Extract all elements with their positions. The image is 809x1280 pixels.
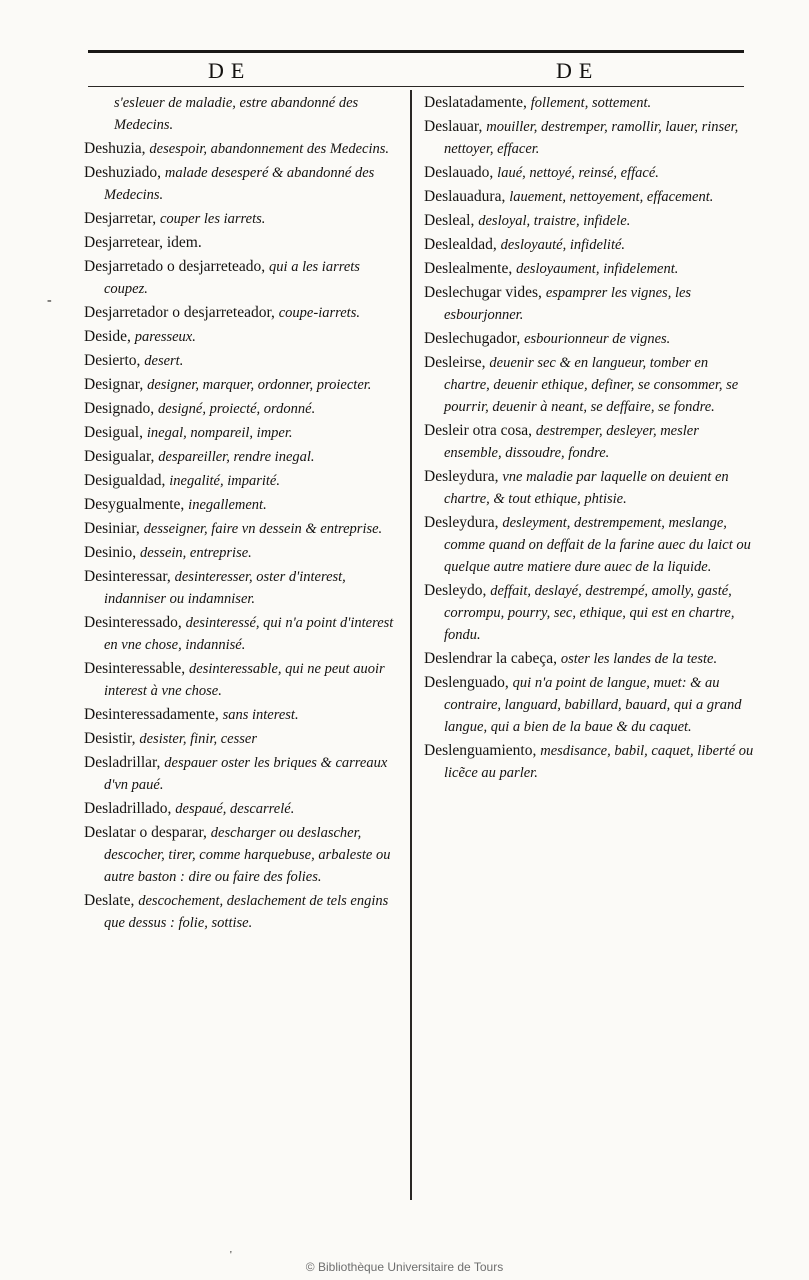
entry-definition: mouiller, destremper, ramollir, lauer, rinser, nettoyer, effacer. <box>444 119 739 157</box>
entry-definition: designé, proiecté, ordonné. <box>158 401 316 417</box>
dictionary-entry <box>84 138 402 160</box>
entry-definition: despauer oster les briques & carreaux d'vn paué. <box>104 755 388 793</box>
entry-headword: Deslauadura, <box>424 188 506 205</box>
entry-headword: Desladrillar, <box>84 754 161 771</box>
entry-definition: desseigner, faire vn dessein & entreprise. <box>143 521 383 537</box>
margin-mark: - <box>47 293 52 308</box>
dictionary-entry <box>424 740 754 784</box>
dictionary-entry <box>424 580 754 646</box>
entry-definition: despaué, descarrelé. <box>175 801 295 817</box>
entry-definition: destremper, desleyer, mesler ensemble, dissoudre, fondre. <box>444 423 699 461</box>
entry-headword: Desjarretador o desjarreteador, <box>84 304 275 321</box>
entry-headword: Desierto, <box>84 352 141 369</box>
entry-headword: Deslealmente, <box>424 260 513 277</box>
entry-headword: Desinio, <box>84 544 137 561</box>
dictionary-entry <box>84 232 402 254</box>
dictionary-entry <box>424 648 754 670</box>
entry-headword: Deslenguamiento, <box>424 742 537 759</box>
dictionary-entry <box>424 328 754 350</box>
entry-definition: paresseux. <box>134 329 196 345</box>
dictionary-entry <box>84 752 402 796</box>
entry-definition: dessein, entreprise. <box>139 545 252 561</box>
left-column <box>84 92 402 936</box>
entry-definition: inegallement. <box>188 497 267 513</box>
dictionary-entry <box>424 512 754 578</box>
entry-definition: inegal, nompareil, imper. <box>146 425 293 441</box>
dictionary-entry <box>84 350 402 372</box>
dictionary-entry <box>84 162 402 206</box>
entry-definition: coupe-iarrets. <box>278 305 360 321</box>
column-divider <box>410 90 412 1200</box>
entry-definition: deffait, deslayé, destrempé, amolly, gasté, corrompu, pourry, sec, ethique, qui est en chartre, fondu. <box>444 583 735 643</box>
entry-definition: lauement, nettoyement, effacement. <box>509 189 714 205</box>
entry-headword: Desleydo, <box>424 582 487 599</box>
dictionary-entry <box>84 890 402 934</box>
entry-headword: Deslatadamente, <box>424 94 527 111</box>
dictionary-entry <box>424 420 754 464</box>
entry-headword: Desleydura, <box>424 514 499 531</box>
header-rule <box>88 86 744 87</box>
entry-definition: desespoir, abandonnement des Medecins. <box>149 141 390 157</box>
entry-headword: Desleydura, <box>424 468 499 485</box>
dictionary-entry <box>424 234 754 256</box>
dictionary-entry <box>424 672 754 738</box>
entry-definition: oster les landes de la teste. <box>560 651 718 667</box>
entry-headword: Designar, <box>84 376 144 393</box>
entry-headword: Desistir, <box>84 730 136 747</box>
dictionary-entry <box>84 422 402 444</box>
running-head-right: DE <box>556 58 600 83</box>
stray-mark: ' <box>230 1250 232 1261</box>
entry-definition: qui n'a point de langue, muet: & au contraire, languard, babillard, bauard, qui a grand langue, qui a bien de la baue & du caquet. <box>444 675 742 735</box>
entry-headword: Desjarretado o desjarreteado, <box>84 258 266 275</box>
entry-definition: follement, sottement. <box>530 95 652 111</box>
dictionary-entry <box>84 446 402 468</box>
entry-headword: Desjarretar, <box>84 210 157 227</box>
entry-definition: descochement, deslachement de tels engins que dessus : folie, sottise. <box>104 893 389 931</box>
entry-definition: desleyment, destrempement, meslange, comme quand on deffait de la farine auec du laict ou quelque autre matiere dure auec de la liquide. <box>444 515 751 575</box>
entry-definition: desert. <box>144 353 184 369</box>
entry-definition: descharger ou deslascher, descocher, tirer, comme harquebuse, arbaleste ou autre baston : dire ou faire des folies. <box>104 825 391 885</box>
entry-headword: Deslauado, <box>424 164 494 181</box>
dictionary-entry <box>84 470 402 492</box>
dictionary-entry <box>84 494 402 516</box>
dictionary-entry <box>84 256 402 300</box>
entry-headword: Desladrillado, <box>84 800 172 817</box>
entry-headword: Desigualar, <box>84 448 155 465</box>
entry-headword: Deslatar o desparar, <box>84 824 207 841</box>
dictionary-entry <box>424 258 754 280</box>
entry-headword: Deshuziado, <box>84 164 162 181</box>
entry-headword: Desigualdad, <box>84 472 166 489</box>
dictionary-entry <box>424 116 754 160</box>
entry-definition: deuenir sec & en langueur, tomber en chartre, deuenir ethique, definer, se consommer, se pourrir, deuenir à neant, se deffaire, se fondre. <box>444 355 739 415</box>
dictionary-entry <box>84 302 402 324</box>
dictionary-entry <box>424 282 754 326</box>
entry-headword: Deslechugador, <box>424 330 521 347</box>
dictionary-entry <box>84 542 402 564</box>
entry-definition: desloyal, traistre, infidele. <box>478 213 631 229</box>
right-column <box>424 92 754 786</box>
entry-definition: desloyauté, infidelité. <box>500 237 626 253</box>
entry-headword: Deslendrar la cabeça, <box>424 650 557 667</box>
entry-definition: qui a les iarrets coupez. <box>104 259 360 297</box>
entry-definition: mesdisance, babil, caquet, liberté ou licẽce au parler. <box>444 743 754 781</box>
entry-headword: Desigual, <box>84 424 143 441</box>
dictionary-entry <box>424 186 754 208</box>
entry-definition: despareiller, rendre inegal. <box>158 449 315 465</box>
entry-definition: desloyaument, infidelement. <box>516 261 679 277</box>
dictionary-entry <box>84 704 402 726</box>
dictionary-entry <box>84 92 402 136</box>
entry-definition: inegalité, imparité. <box>169 473 280 489</box>
dictionary-entry <box>84 612 402 656</box>
dictionary-entry <box>424 162 754 184</box>
entry-headword: Designado, <box>84 400 155 417</box>
dictionary-entry <box>424 466 754 510</box>
dictionary-entry <box>84 518 402 540</box>
entry-definition: designer, marquer, ordonner, proiecter. <box>147 377 372 393</box>
entry-definition: s'esleuer de maladie, estre abandonné des Medecins. <box>114 95 359 133</box>
dictionary-entry <box>84 208 402 230</box>
entry-definition: desinteresser, oster d'interest, indanniser ou indamniser. <box>104 569 346 607</box>
dictionary-entry <box>84 658 402 702</box>
running-head-left: DE <box>208 58 252 83</box>
dictionary-entry <box>84 374 402 396</box>
entry-definition: sans interest. <box>222 707 299 723</box>
entry-headword: Deslechugar vides, <box>424 284 542 301</box>
entry-headword: Desinteressado, <box>84 614 182 631</box>
copyright-notice: © Bibliothèque Universitaire de Tours <box>305 1260 504 1274</box>
entry-headword: Deslauar, <box>424 118 483 135</box>
entry-headword: Desleirse, <box>424 354 486 371</box>
entry-headword: Desleir otra cosa, <box>424 422 533 439</box>
entry-definition: desister, finir, cesser <box>139 731 257 747</box>
entry-definition: malade desesperé & abandonné des Medecins. <box>104 165 375 203</box>
dictionary-entry <box>84 822 402 888</box>
entry-definition: esbourionneur de vignes. <box>524 331 671 347</box>
entry-headword: Deside, <box>84 328 131 345</box>
entry-headword: Desinteressable, <box>84 660 186 677</box>
dictionary-entry <box>84 326 402 348</box>
dictionary-entry <box>84 798 402 820</box>
entry-headword: Deshuzia, <box>84 140 146 157</box>
dictionary-entry <box>84 398 402 420</box>
entry-headword: Desiniar, <box>84 520 140 537</box>
entry-headword: Desinteressar, <box>84 568 171 585</box>
entry-definition: laué, nettoyé, reinsé, effacé. <box>497 165 659 181</box>
entry-headword: Deslate, <box>84 892 135 909</box>
entry-headword: Deslenguado, <box>424 674 509 691</box>
dictionary-entry <box>424 92 754 114</box>
entry-definition: couper les iarrets. <box>159 211 266 227</box>
dictionary-entry <box>84 728 402 750</box>
dictionary-entry <box>424 210 754 232</box>
dictionary-entry <box>84 566 402 610</box>
entry-definition: desinteressable, qui ne peut auoir interest à vne chose. <box>104 661 385 699</box>
dictionary-entry <box>424 352 754 418</box>
entry-definition: espamprer les vignes, les esbourjonner. <box>444 285 692 323</box>
entry-headword: Desleal, <box>424 212 475 229</box>
entry-headword: Deslealdad, <box>424 236 497 253</box>
top-rule <box>88 50 744 53</box>
entry-definition: desinteressé, qui n'a point d'interest en vne chose, indannisé. <box>104 615 394 653</box>
entry-definition: vne maladie par laquelle on deuient en chartre, & tout ethique, phtisie. <box>444 469 729 507</box>
entry-headword: Desjarretear, idem. <box>84 234 202 251</box>
entry-headword: Desinteressadamente, <box>84 706 219 723</box>
entry-headword: Desygualmente, <box>84 496 185 513</box>
